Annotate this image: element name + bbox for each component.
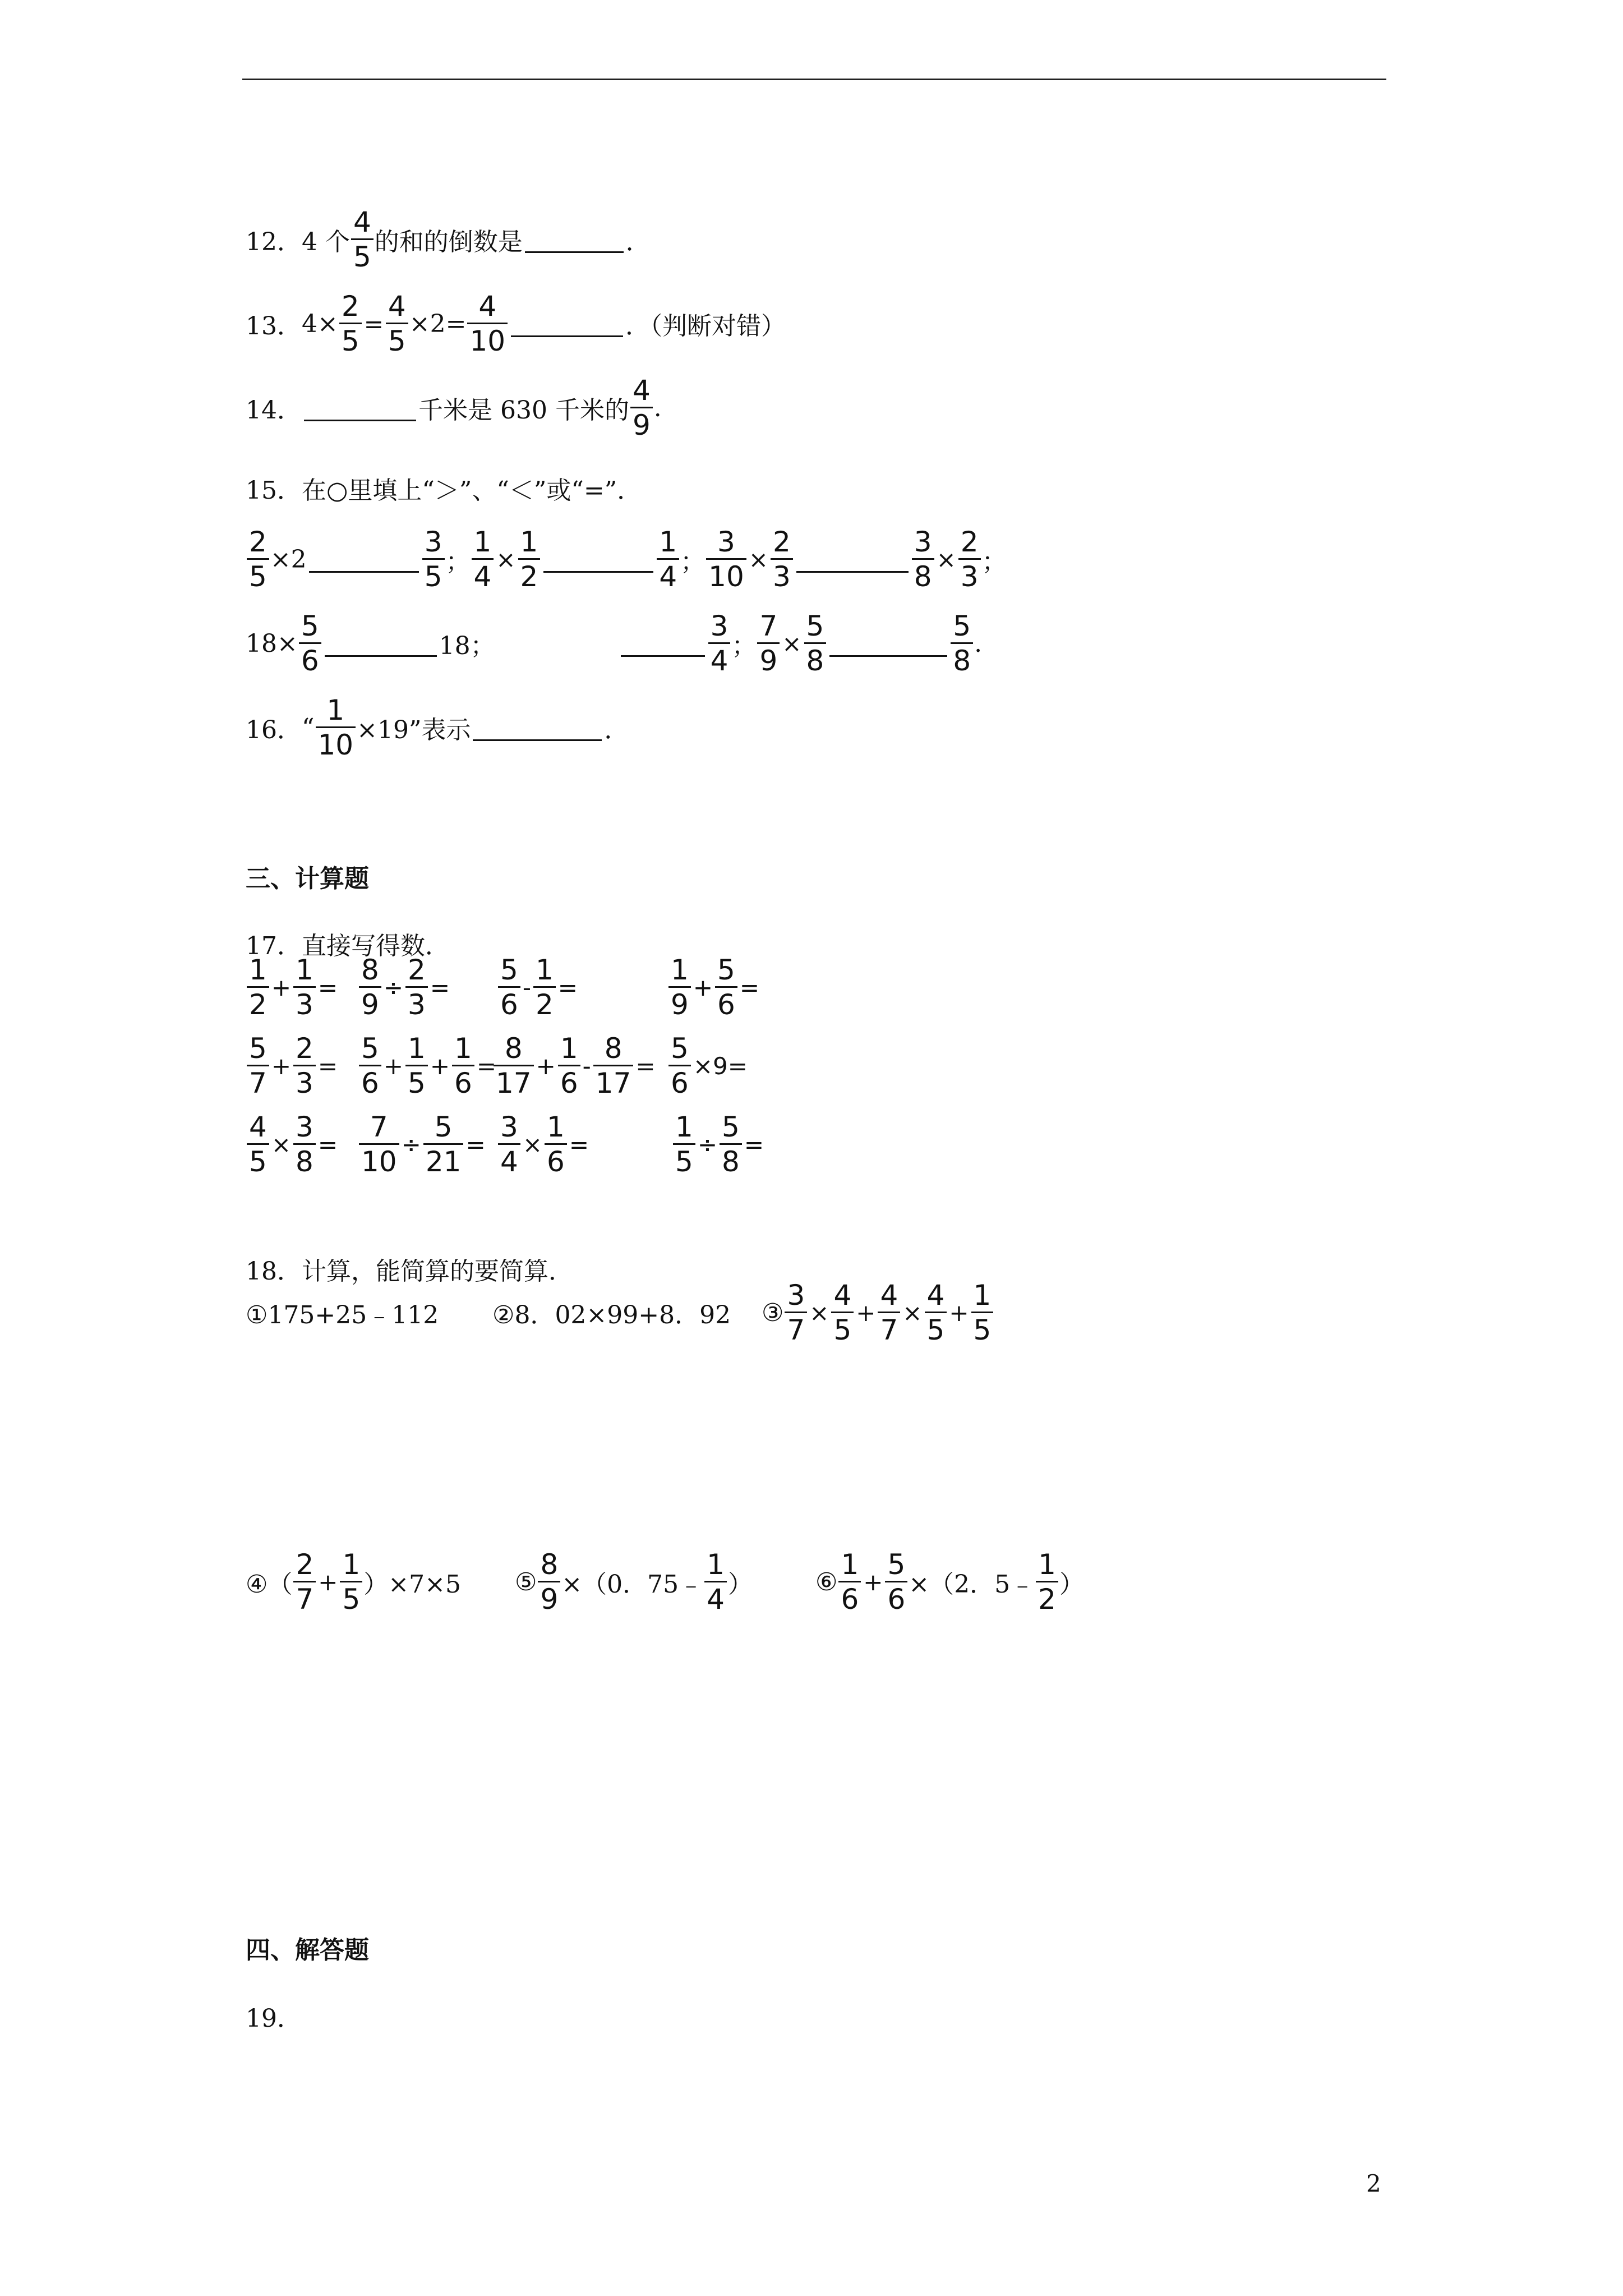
q13-text-1: 4× (302, 309, 338, 338)
q13-fraction-2: $\frac{4}{5}$ (386, 292, 408, 356)
q13-fraction-1: $\frac{2}{5}$ (339, 292, 362, 356)
q15-r1-c2: $\frac{1}{2}$ (518, 527, 541, 591)
q15-r1-f-op: × (936, 545, 956, 573)
q15-r2-c: $\frac{3}{4}$ (708, 611, 731, 675)
q15-r2-a: $\frac{5}{6}$ (299, 611, 321, 675)
q15-r1-d: $\frac{1}{4}$ (657, 527, 679, 591)
q15-r2-e: $\frac{5}{8}$ (951, 611, 973, 675)
q15-row-1 (246, 527, 1007, 591)
q13-fraction-3: $\frac{4}{10}$ (467, 292, 508, 356)
q14-number: 14． (246, 396, 302, 425)
q15-r1-sep-1: ； (445, 547, 471, 576)
q15-r2-blank-1[interactable] (325, 655, 437, 657)
page-number: 2 (1366, 2170, 1381, 2197)
q17-number: 17． (246, 932, 302, 960)
q13-number: 13． (246, 312, 302, 341)
question-12 (246, 208, 651, 272)
q15-r2-d-op: × (782, 629, 802, 657)
q15-r2-blank-3[interactable] (829, 655, 947, 657)
q14-text: 千米是 630 千米的 (418, 396, 629, 425)
q15-r1-c1: $\frac{1}{4}$ (472, 527, 494, 591)
q17-item: $\frac{1}{9}$ + $\frac{5}{6}$ = (667, 955, 760, 1019)
q15-r1-e2: $\frac{2}{3}$ (771, 527, 793, 591)
q16-end: ． (604, 716, 629, 744)
q13-end: ．（判断对错） (625, 312, 786, 341)
q18-problem-1: ①175+25﹣112 (246, 1301, 439, 1329)
q16-number: 16． (246, 716, 302, 744)
q15-r2-b: 18； (439, 632, 495, 660)
q18-problem-5: ⑤ $\frac{8}{9}$ ×（0．75﹣ $\frac{1}{4}$ ） (515, 1548, 753, 1616)
q17-item: $\frac{5}{6}$ ×9= (667, 1034, 749, 1098)
q12-text-1: 4 个 (302, 228, 350, 256)
section-4-heading: 四、解答题 (246, 1936, 369, 1964)
q17-item: $\frac{8}{17}$ + $\frac{1}{6}$ - $\frac{8}{17}$ = (492, 1034, 657, 1098)
q15-row-2 (246, 611, 982, 675)
q17-item: $\frac{5}{6}$ - $\frac{1}{2}$ = (497, 955, 579, 1019)
q12-end: ． (625, 228, 651, 256)
q17-item: $\frac{5}{6}$ + $\frac{1}{5}$ + $\frac{1}{6}$ = (358, 1034, 497, 1098)
q12-number: 12． (246, 228, 302, 256)
q15-r1-f2: $\frac{2}{3}$ (958, 527, 981, 591)
q15-r2-end: . (974, 629, 983, 658)
q19-number: 19． (246, 2004, 302, 2033)
q15-number: 15． (246, 476, 302, 505)
q17-item: $\frac{3}{4}$ × $\frac{1}{6}$ = (497, 1112, 590, 1176)
q12-text-2: 的和的倒数是 (374, 228, 523, 256)
q18-problem-3: ③ $\frac{3}{7}$ × $\frac{4}{5}$ + $\frac{4}{7}$ × $\frac{4}{5}$ + $\frac{1}{5}$ (762, 1281, 994, 1345)
q14-end: . (653, 393, 662, 422)
q12-answer-blank[interactable] (525, 251, 624, 253)
q13-answer-blank[interactable] (511, 335, 623, 337)
q18-number: 18． (246, 1257, 302, 1286)
q15-r1-b: $\frac{3}{5}$ (422, 527, 445, 591)
q14-fraction: $\frac{4}{9}$ (630, 376, 653, 440)
q16-fraction: $\frac{1}{10}$ (316, 696, 356, 760)
q18-problem-2: ②8．02×99+8．92 (492, 1301, 731, 1329)
q15-r1-a: $\frac{2}{5}$ (247, 527, 269, 591)
question-16 (246, 696, 629, 760)
q15-r1-a-op: ×2 (270, 545, 307, 574)
q15-r1-sep-2: ； (680, 547, 706, 576)
q13-text-2: ×2= (409, 309, 467, 338)
q15-r2-d1: $\frac{7}{9}$ (757, 611, 780, 675)
question-13 (246, 292, 786, 356)
q14-answer-blank[interactable] (304, 420, 416, 421)
q15-r2-sep: ； (731, 632, 757, 660)
question-19 (246, 1998, 302, 2034)
q15-r1-blank-1[interactable] (309, 571, 419, 573)
q15-r1-end: ； (981, 547, 1007, 576)
q17-instruction: 直接写得数． (302, 932, 450, 960)
q18-problem-6: ⑥ $\frac{1}{6}$ + $\frac{5}{6}$ ×（2．5﹣ $\frac{1}{2}$ ） (815, 1548, 1084, 1616)
q15-r1-c-op: × (496, 545, 516, 573)
q15-r1-blank-3[interactable] (796, 571, 909, 573)
q15-r1-blank-2[interactable] (543, 571, 653, 573)
q15-instruction: 在○里填上“＞”、“＜”或“=”． (302, 476, 642, 505)
q15-r1-e1: $\frac{3}{10}$ (706, 527, 746, 591)
q17-item: $\frac{8}{9}$ ÷ $\frac{2}{3}$ = (358, 955, 451, 1019)
header-rule (242, 79, 1386, 80)
q17-item: $\frac{1}{2}$ + $\frac{1}{3}$ = (246, 955, 339, 1019)
q15-r2-blank-2[interactable] (621, 655, 705, 657)
q16-text: ×19”表示 (357, 716, 471, 744)
question-18 (246, 1251, 573, 1287)
q18-problem-4: ④（ $\frac{2}{7}$ + $\frac{1}{5}$ ）×7×5 (246, 1548, 462, 1616)
section-3-heading: 三、计算题 (246, 864, 369, 893)
q15-r1-e-op: × (748, 545, 768, 573)
question-14 (246, 376, 662, 440)
q18-instruction: 计算，能简算的要简算． (302, 1257, 573, 1286)
q17-item: $\frac{4}{5}$ × $\frac{3}{8}$ = (246, 1112, 339, 1176)
question-15 (246, 470, 642, 506)
q13-equals: = (363, 310, 384, 338)
q17-item: $\frac{7}{10}$ ÷ $\frac{5}{21}$ = (358, 1112, 487, 1176)
q12-fraction: $\frac{4}{5}$ (351, 208, 374, 272)
q16-open-quote: “ (302, 713, 315, 742)
q15-r2-d2: $\frac{5}{8}$ (804, 611, 827, 675)
q17-item: $\frac{1}{5}$ ÷ $\frac{5}{8}$ = (672, 1112, 765, 1176)
q15-r1-f1: $\frac{3}{8}$ (912, 527, 934, 591)
q15-r2-a-pre: 18× (246, 629, 298, 658)
q16-answer-blank[interactable] (473, 739, 602, 741)
q17-item: $\frac{5}{7}$ + $\frac{2}{3}$ = (246, 1034, 339, 1098)
